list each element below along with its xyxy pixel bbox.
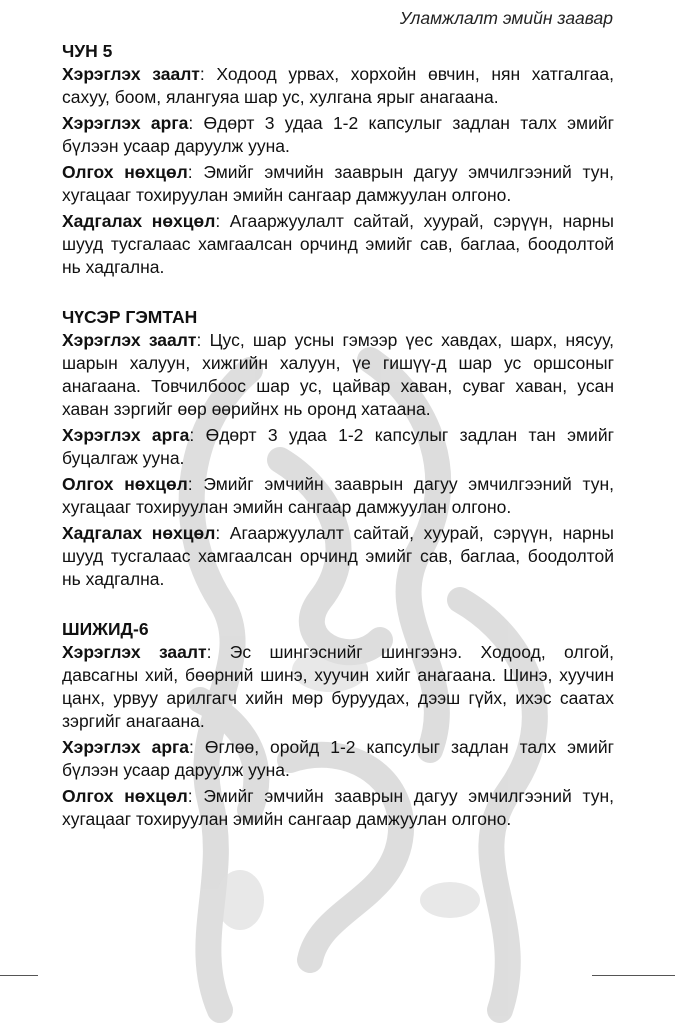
drug-section-shijid-6	[62, 618, 614, 831]
field-label: Хэрэглэх заалт	[62, 642, 207, 662]
indication-paragraph	[62, 329, 614, 421]
dispensing-paragraph	[62, 473, 614, 519]
field-text: : Өдөрт 3 удаа 1-2 капсулыг задлан талх эмийг бүлээн усаар даруулж ууна.	[62, 113, 614, 156]
storage-paragraph	[62, 522, 614, 591]
drug-section-chuser-gemtan	[62, 306, 614, 591]
footer-rule-left	[0, 975, 38, 976]
field-text: : Эмийг эмчийн зааврын дагуу эмчилгээний тун, хугацааг тохируулан эмийн сангаар дамжуулан олгоно.	[62, 162, 614, 205]
usage-paragraph	[62, 424, 614, 470]
usage-paragraph	[62, 736, 614, 782]
drug-title: ШИЖИД-6	[62, 619, 149, 639]
drug-title: ЧУН 5	[62, 41, 113, 61]
field-label: Хэрэглэх арга	[62, 113, 189, 133]
indication-paragraph	[62, 641, 614, 733]
field-label: Хадгалах нөхцөл	[62, 523, 216, 543]
field-label: Олгох нөхцөл	[62, 162, 188, 182]
field-label: Хэрэглэх арга	[62, 425, 190, 445]
field-label: Хэрэглэх заалт	[62, 64, 200, 84]
content-body	[62, 40, 614, 858]
field-text: : Ходоод урвах, хорхойн өвчин, нян хатгалгаа, сахуу, боом, ялангуяа шар ус, хулгана ярыг анагаана.	[62, 64, 614, 107]
field-text: : Эмийг эмчийн зааврын дагуу эмчилгээний тун, хугацааг тохируулан эмийн сангаар дамжуулан олгоно.	[62, 474, 614, 517]
drug-section-chun-5	[62, 40, 614, 279]
field-text: : Өдөрт 3 удаа 1-2 капсулыг задлан тан эмийг буцалгаж ууна.	[62, 425, 614, 468]
dispensing-paragraph	[62, 785, 614, 831]
field-label: Хадгалах нөхцөл	[62, 211, 216, 231]
field-text: : Эмийг эмчийн зааврын дагуу эмчилгээний тун, хугацааг тохируулан эмийн сангаар дамжуулан олгоно.	[62, 786, 614, 829]
footer-rule-right	[592, 975, 675, 976]
field-text: : Өглөө, оройд 1-2 капсулыг задлан талх эмийг бүлээн усаар даруулж ууна.	[62, 737, 615, 780]
field-label: Хэрэглэх арга	[62, 737, 190, 757]
field-text: : Эс шингэснийг шингээнэ. Ходоод, олгой, давсагны хий, бөөрний шинэ, хуучин хийг анагаана. Шинэ, хуучин цанх, урвуу арилгагч хийн мөр буруудах, дээш гүйх, ихэс саатах зэргийг анагаана.	[62, 642, 614, 731]
usage-paragraph	[62, 112, 614, 158]
field-label: Хэрэглэх заалт	[62, 330, 197, 350]
running-header: Уламжлалт эмийн заавар	[399, 8, 613, 28]
field-text: : Цус, шар усны гэмээр үес хавдах, шарх, нясуу, шарын халуун, хижгийн халуун, үе гишүү-д шар ус оршсоныг анагаана. Товчилбоос шар ус, цайвар хаван, суваг хаван, усан хаван зэргийг өөр өөрийнх нь оронд хатаана.	[62, 330, 614, 419]
field-label: Олгох нөхцөл	[62, 786, 188, 806]
dispensing-paragraph	[62, 161, 614, 207]
field-label: Олгох нөхцөл	[62, 474, 188, 494]
indication-paragraph	[62, 63, 614, 109]
field-text: : Агааржуулалт сайтай, хуурай, сэрүүн, нарны шууд тусгалаас хамгаалсан орчинд эмийг сав, баглаа, боодолтой нь хадгална.	[62, 523, 614, 589]
drug-title: ЧҮСЭР ГЭМТАН	[62, 307, 198, 327]
field-text: : Агааржуулалт сайтай, хуурай, сэрүүн, нарны шууд тусгалаас хамгаалсан орчинд эмийг сав, баглаа, боодолтой нь хадгална.	[62, 211, 614, 277]
storage-paragraph	[62, 210, 614, 279]
